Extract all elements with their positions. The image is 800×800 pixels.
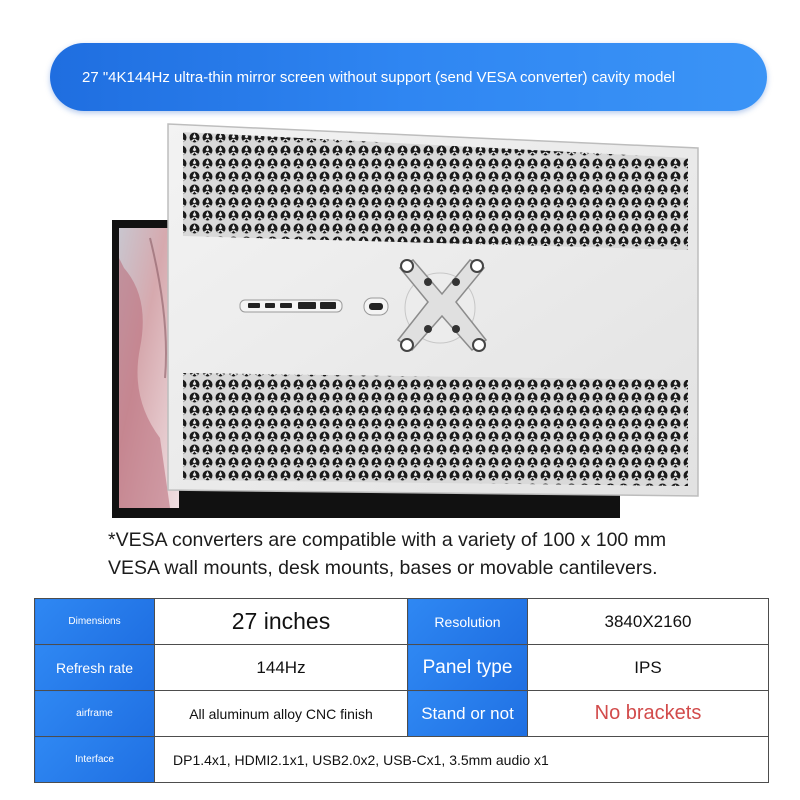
spec-table [34, 598, 769, 783]
panel-type-value: IPS [528, 645, 769, 691]
io-ports [240, 298, 388, 315]
resolution-label: Resolution [408, 599, 528, 645]
table-row [35, 599, 769, 645]
stand-value: No brackets [528, 691, 769, 737]
title-banner [50, 43, 767, 111]
banner-title: 27 "4K144Hz ultra-thin mirror screen without support (send VESA converter) cavity model [82, 68, 676, 86]
table-row [35, 737, 769, 783]
refresh-rate-value: 144Hz [155, 645, 408, 691]
dimensions-value: 27 inches [155, 599, 408, 645]
interface-value: DP1.4x1, HDMI2.1x1, USB2.0x2, USB-Cx1, 3.5mm audio x1 [155, 737, 769, 783]
caption-line-1: *VESA converters are compatible with a variety of 100 x 100 mm [108, 529, 667, 551]
interface-label: Interface [35, 737, 155, 783]
airframe-value: All aluminum alloy CNC finish [155, 691, 408, 737]
monitor-product-image [110, 118, 710, 518]
refresh-rate-label: Refresh rate [35, 645, 155, 691]
caption-line-2: VESA wall mounts, desk mounts, bases or movable cantilevers. [108, 557, 658, 579]
panel-type-label: Panel type [408, 645, 528, 691]
vesa-converter [398, 260, 486, 351]
lower-vent-grille [183, 373, 688, 486]
table-row [35, 645, 769, 691]
table-row [35, 691, 769, 737]
airframe-label: airframe [35, 691, 155, 737]
vesa-compat-caption [108, 526, 748, 582]
stand-label: Stand or not [408, 691, 528, 737]
resolution-value: 3840X2160 [528, 599, 769, 645]
dimensions-label: Dimensions [35, 599, 155, 645]
